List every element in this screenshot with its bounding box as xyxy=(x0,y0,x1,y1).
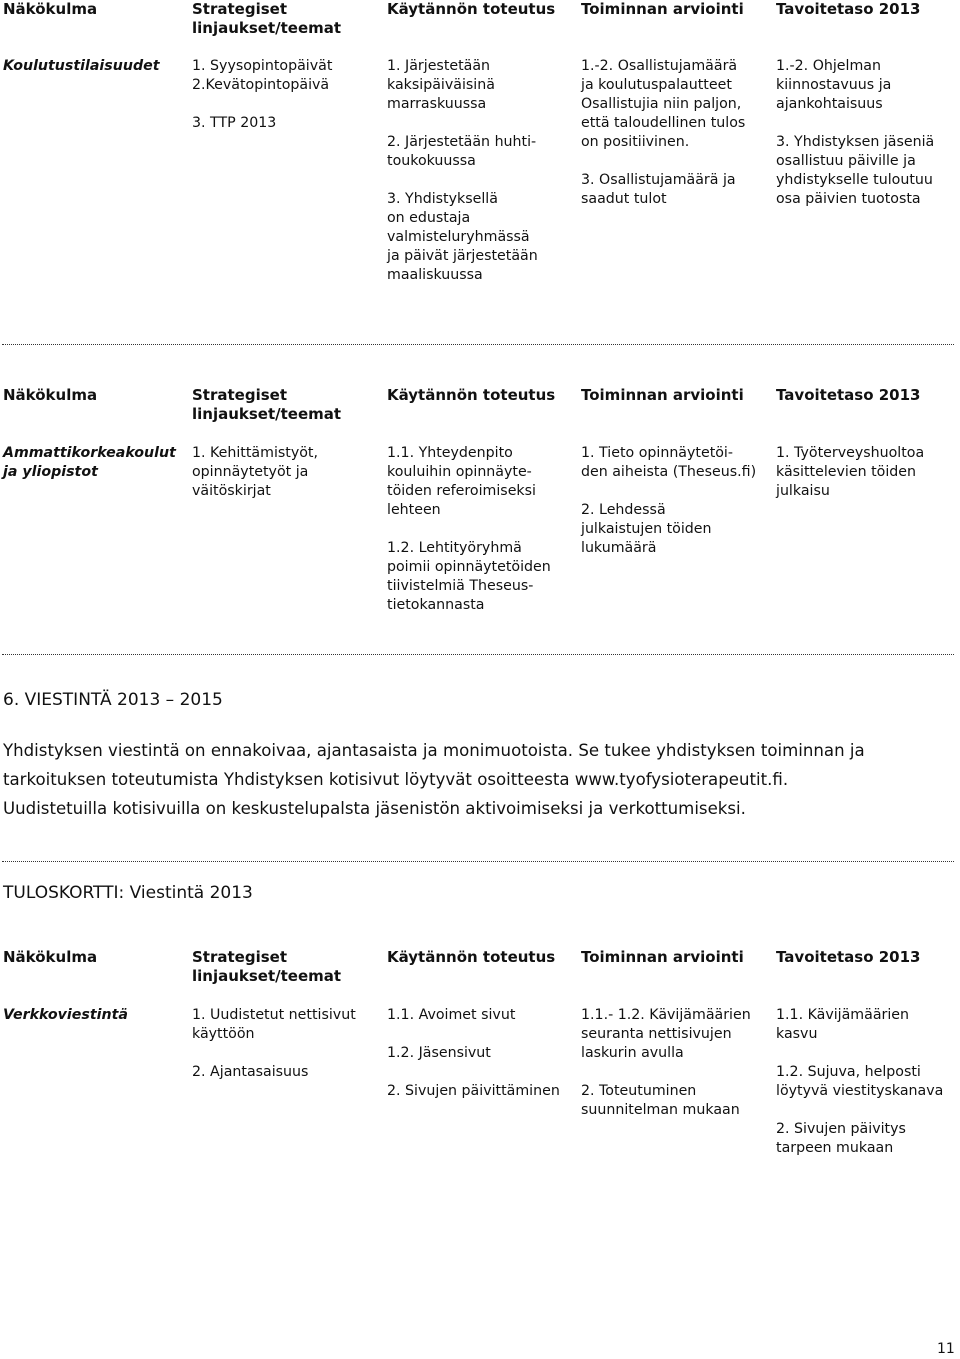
row-arviointi xyxy=(581,1006,771,1120)
row-arviointi xyxy=(581,444,771,558)
cell-paragraph: 2. Lehdessä julkaistujen töiden lukumäärä xyxy=(581,502,712,556)
cell-paragraph: 1.2. Sujuva, helposti löytyvä viestityskanava xyxy=(776,1064,944,1099)
cell-paragraph: 3. Yhdistyksen jäseniä osallistuu päiville ja yhdistykselle tuloutuu osa päivien tuotosta xyxy=(776,134,935,207)
cell-paragraph: 1.1.- 1.2. Kävijämäärien seuranta nettisivujen laskurin avulla xyxy=(581,1007,751,1061)
cell-paragraph: 1. Syysopintopäivät 2.Kevätopintopäivä xyxy=(192,58,333,93)
row-nakokulma: Ammattikorkeakoulut ja yliopistot xyxy=(3,445,176,480)
cell-paragraph: 1. Järjestetään kaksipäiväisinä marraskuussa xyxy=(387,58,495,112)
dotted-divider xyxy=(2,344,954,345)
cell-paragraph: 2. Toteutuminen suunnitelman mukaan xyxy=(581,1083,740,1118)
page-number: 11 xyxy=(937,1341,955,1357)
cell-paragraph: 2. Sivujen päivittäminen xyxy=(387,1083,560,1099)
section-heading: 6. VIESTINTÄ 2013 – 2015 xyxy=(3,690,223,710)
cell-paragraph: 1. Tieto opinnäytetöi- den aiheista (Theseus.fi) xyxy=(581,445,757,480)
cell-paragraph: 1.1. Kävijämäärien kasvu xyxy=(776,1007,910,1042)
table-header-row xyxy=(0,948,960,990)
row-tavoitetaso xyxy=(776,1006,958,1158)
row-arviointi xyxy=(581,57,771,209)
table-ammattikorkeakoulut xyxy=(0,386,960,428)
cell-paragraph: 2. Sivujen päivitys tarpeen mukaan xyxy=(776,1121,906,1156)
cell-paragraph: 3. Osallistujamäärä ja saadut tulot xyxy=(581,172,736,207)
cell-paragraph: 1. Uudistetut nettisivut käyttöön xyxy=(192,1007,356,1042)
tuloskortti-heading: TULOSKORTTI: Viestintä 2013 xyxy=(3,883,253,903)
table-header-row xyxy=(0,0,960,42)
header-toiminnan-arviointi: Toiminnan arviointi xyxy=(581,0,744,18)
cell-paragraph: 1. Kehittämistyöt, opinnäytetyöt ja väitöskirjat xyxy=(192,445,318,499)
cell-paragraph: 1. Työterveyshuoltoa käsittelevien töiden julkaisu xyxy=(776,445,925,499)
header-strategiset: Strategiset linjaukset/teemat xyxy=(192,386,342,423)
header-tavoitetaso: Tavoitetaso 2013 xyxy=(776,386,921,404)
row-tavoitetaso xyxy=(776,57,958,209)
header-strategiset: Strategiset linjaukset/teemat xyxy=(192,0,342,37)
header-kaytannon-toteutus: Käytännön toteutus xyxy=(387,948,556,966)
header-toiminnan-arviointi: Toiminnan arviointi xyxy=(581,386,744,404)
row-toteutus xyxy=(387,444,577,615)
cell-paragraph: 3. TTP 2013 xyxy=(192,115,277,131)
header-nakokulma: Näkökulma xyxy=(3,386,98,404)
cell-paragraph: 1.-2. Osallistujamäärä ja koulutuspalautteet Osallistujia niin paljon, että taloudellinen tulos on positiivinen. xyxy=(581,58,746,150)
header-tavoitetaso: Tavoitetaso 2013 xyxy=(776,0,921,18)
section-paragraph: Yhdistyksen viestintä on ennakoivaa, ajantasaista ja monimuotoista. Se tukee yhdistyksen toiminnan ja tarkoituksen toteutumista Yhdistyksen kotisivut löytyvät osoitteesta www.tyofysioterapeutit.fi. Uudistetuilla kotisivuilla on keskustelupalsta jäsenistön aktivoimiseksi ja verkottumiseksi. xyxy=(3,741,865,818)
row-strategiset xyxy=(192,57,382,133)
header-strategiset: Strategiset linjaukset/teemat xyxy=(192,948,342,985)
row-strategiset xyxy=(192,444,382,501)
row-toteutus xyxy=(387,1006,577,1101)
row-nakokulma: Koulutustilaisuudet xyxy=(3,58,160,74)
cell-paragraph: 1.1. Yhteydenpito kouluihin opinnäyte- töiden referoimiseksi lehteen xyxy=(387,445,536,518)
dotted-divider xyxy=(2,861,954,862)
row-nakokulma: Verkkoviestintä xyxy=(3,1007,128,1023)
dotted-divider xyxy=(2,654,954,655)
table-header-row xyxy=(0,386,960,428)
cell-paragraph: 1.1. Avoimet sivut xyxy=(387,1007,516,1023)
header-toiminnan-arviointi: Toiminnan arviointi xyxy=(581,948,744,966)
row-strategiset xyxy=(192,1006,382,1082)
header-nakokulma: Näkökulma xyxy=(3,0,98,18)
header-nakokulma: Näkökulma xyxy=(3,948,98,966)
header-tavoitetaso: Tavoitetaso 2013 xyxy=(776,948,921,966)
cell-paragraph: 3. Yhdistyksellä on edustaja valmisteluryhmässä ja päivät järjestetään maaliskuussa xyxy=(387,191,538,283)
cell-paragraph: 2. Järjestetään huhti- toukokuussa xyxy=(387,134,537,169)
cell-paragraph: 1.2. Jäsensivut xyxy=(387,1045,491,1061)
header-kaytannon-toteutus: Käytännön toteutus xyxy=(387,386,556,404)
row-tavoitetaso xyxy=(776,444,958,501)
cell-paragraph: 1.2. Lehtityöryhmä poimii opinnäytetöiden tiivistelmiä Theseus- tietokannasta xyxy=(387,540,551,613)
table-koulutustilaisuudet xyxy=(0,0,960,42)
cell-paragraph: 1.-2. Ohjelman kiinnostavuus ja ajankohtaisuus xyxy=(776,58,892,112)
cell-paragraph: 2. Ajantasaisuus xyxy=(192,1064,309,1080)
header-kaytannon-toteutus: Käytännön toteutus xyxy=(387,0,556,18)
row-toteutus xyxy=(387,57,577,285)
table-verkkoviestinta xyxy=(0,948,960,990)
